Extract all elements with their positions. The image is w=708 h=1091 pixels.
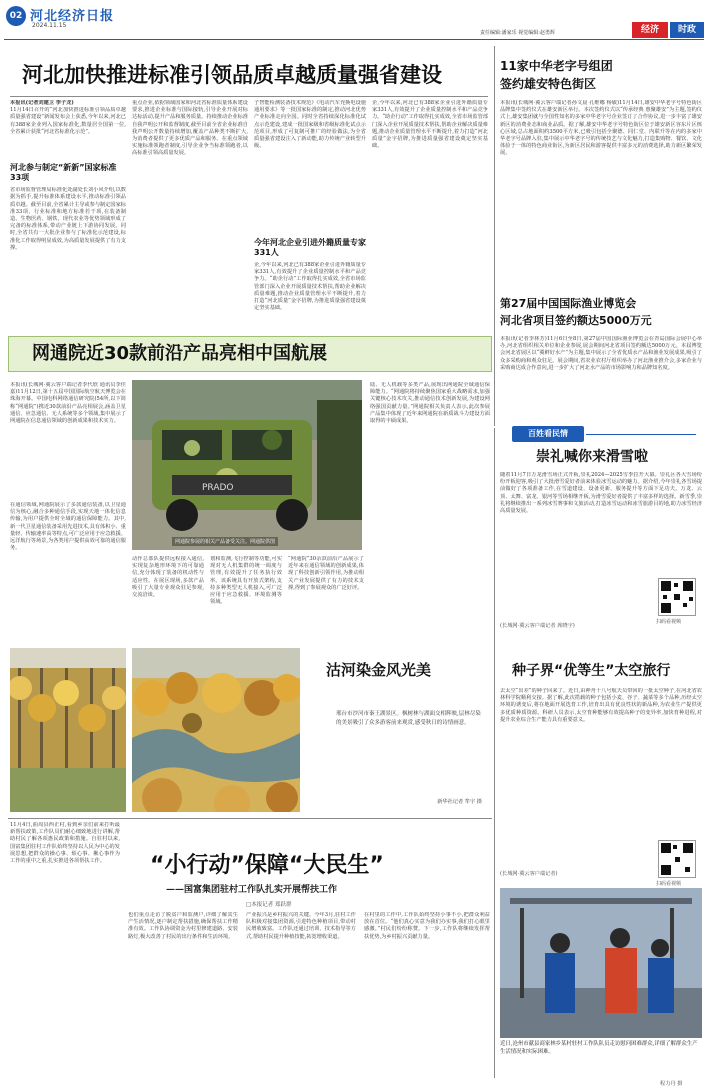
- lead-col-3: [254, 100, 366, 362]
- qr-code-icon: [659, 841, 695, 877]
- lead-dateline: 本报讯(记者刘建卫 李子龙): [10, 100, 74, 106]
- lead-subhead-2: 今年河北企业引进外籍质量专家331人: [254, 238, 366, 257]
- lead-body-3: 子智能检测装备技术规范》《电动汽车充换电设施通用要求》等一批国家标准的制定,推动河北优势产业标准走向全国。同时全省持续深化标准化试点示范建设,建成一批国家级和省级标准化试点示范项目,形成了可复制可推广的经验做法,为全省质量强省建设注入了新动能,助力传统产业转型升级。: [254, 100, 366, 150]
- bottom-col-3: 产业振兴是乡村振兴的关键。今年3月,驻村工作队积极对接集团资源,引进特色种植项目,带动村民增收致富。工作队还通过培训、技术指导等方式,帮助村民提升种植技能,拓宽增收渠道。: [246, 912, 356, 940]
- issue-date: 2024.11.15: [32, 22, 67, 29]
- banner-qr-label: 扫码看视频: [656, 619, 682, 625]
- tech-headline: 网通院近30款前沿产品亮相中国航展: [32, 343, 328, 364]
- photo-story-caption: 邢台市沙河市秦王湖景区。枫树林与湖面交相辉映,层林尽染的美景吸引了众多游客前来观赏,感受秋日的诗情画意。: [336, 711, 481, 726]
- page-number: 02: [6, 6, 26, 26]
- lead-headline: 河北加快推进标准引领品质卓越质量强省建设: [22, 63, 442, 87]
- lead-body-4: 企,今年以来,河北已有388家企业引进外籍质量专家331人,有效提升了企业质量控制水平和产品竞争力。“助企行动”工作取得扎实成效,全省市场监管部门深入企业开展质量技术帮扶,帮助企业解决质量难题,推动企业质量管理水平不断提升,着力打造“河北质量”金字招牌,为推进质量强省建设奠定坚实基础。: [372, 100, 488, 150]
- masthead: [0, 0, 708, 40]
- lead-col-4: [372, 100, 488, 362]
- lead-intro: 11月14日召开的“河北加快推进标准引领品质卓越质量强省建设”新闻发布会上获悉,今年以来,河北已有388家企业列入国家标准化,数量居全国第一位,全省累计获批“河北省标准化示范”。: [10, 107, 126, 135]
- lead-body-4a: 企,今年以来,河北已有388家企业引进外籍质量专家331人,有效提升了企业质量控制水平和产品竞争力。“助企行动”工作取得扎实成效,全省市场监管部门深入企业开展质量技术帮扶,帮助企业解决质量难题,推动企业质量管理水平不断提升,着力打造“河北质量”金字招牌,为推进质量强省建设奠定坚实基础。: [254, 262, 366, 312]
- tech-body-3: 陆、无人机载等多类产品,展现出网通院全域通信保障能力。“网通院将持续聚焦国家重大战略需求,加强关键核心技术攻关,推动通信技术创新发展,为建设网络强国贡献力量。”网通院相关负责人表示,此次参展产品集中体现了近年来网通院在新质战斗力建设方面取得的丰硕成果。: [370, 382, 490, 425]
- bottom-col-2: 也们重点走访了脱贫户和监测户,详细了解其生产生活情况,逐户制定帮扶措施,确保帮扶工作精准有效。工作队协调资金为村里修建道路、安装路灯,极大改善了村民的出行条件和生活环境。: [128, 912, 238, 940]
- space-qr-label: 扫码看视频: [656, 881, 682, 887]
- autumn-lake-image: [132, 648, 300, 812]
- editor-credits: 责任编辑:潘家乐 视觉编辑:赵勇辉: [480, 30, 555, 36]
- bottom-col-4: 在村里的工作中,工作队始终坚持小事不小,把群众利益放在首位。“他们真心实意为我们办实事,我们打心眼里感激。”村民们纷纷称赞。下一步,工作队将继续发挥帮扶优势,为乡村振兴贡献力量。: [364, 912, 490, 940]
- bottom-subheadline: ——国富集团驻村工作队扎实开展帮扶工作: [166, 885, 338, 895]
- bottom-author: □本报记者 郑跃群: [246, 902, 292, 908]
- photo-story-credit: 新华社记者 牟宇 摄: [437, 799, 482, 805]
- bottom-photo-credit: 程力丹 摄: [660, 1081, 683, 1087]
- banner-label: [506, 426, 696, 446]
- masthead-rule: [4, 39, 704, 40]
- tech-below-3: “网通院”30余款前沿产品展示了近年来在通信领域的创新成果,体现了科技创新引领作用,为推动相关产业发展提供了有力的技术支撑,得到了参展观众的广泛好评。: [288, 556, 364, 591]
- bottom-photo: [500, 888, 702, 1038]
- lead-col-1: [10, 100, 126, 362]
- military-vehicle-image: [132, 380, 362, 550]
- lead-subhead-1: 河北参与制定“新新”国家标准33项: [10, 163, 117, 183]
- bottom-col-1: 11月4日,曲周县西正村,看到乡亲们前来打听最新帮扶政策,工作队员们耐心细致地进行讲解,帮助村民了解各项惠民政策和措施。自驻村以来,国富集团驻村工作队始终坚持以人民为中心的发展思想,把群众的操心事、烦心事、揪心事作为工作的重中之重,扎实推进各项帮扶工作。: [10, 822, 120, 865]
- space-credit: (长城网·冀云客户端记者): [500, 871, 558, 877]
- side-headline-2: 签约雄安特色街区: [500, 77, 597, 91]
- fishery-headline-2: 河北省项目签约额达5000万元: [500, 314, 652, 327]
- landscape-photo: [132, 648, 300, 812]
- tech-body-1: 本报讯(长城网·冀云客户端记者李代欣 通讯员李佳嘉)11月12日,第十五届中国国际航空航天博览会在珠海开幕。中国电科网络通信研究院(54所,以下简称“网通院”)携近30款前沿产品亮相展会,涵盖卫星通信、应急通信、无人系统等多个领域,集中展示了网通院在信息通信领域的创新成果和技术实力。: [10, 382, 126, 425]
- lead-body-2: 重点企业,依据领域国家和河北省标准质量体系建设要求,推进企业标准与国际接轨,引导企业开展对标达标活动,提升产品和服务质量。持续推动企业标准自我声明公开和监督制度,截至目前全省企业标准自我声明公开数量持续增加,覆盖产品种类不断扩大,为消费者提供了更多优质产品和服务。在重点领域实施标准领跑者制度,引导企业争当标准领跑者,以高标准引领高质量发展。: [132, 100, 248, 157]
- banner-headline: 崇礼喊你来滑雪啦: [536, 449, 648, 465]
- space-headline: 种子界“优等生”太空旅行: [512, 663, 671, 679]
- lead-col-2: [132, 100, 248, 362]
- side-headline-1: 11家中华老字号组团: [500, 59, 613, 73]
- banner-rule: [586, 434, 696, 435]
- banner-body: 随着11月7日万龙滑雪场正式开板,崇礼2024—2025雪季拉开大幕。崇礼区各大雪场纷纷开板迎客,吸引了大批滑雪爱好者前来体验冰雪运动的魅力。据介绍,今年崇礼各雪场提前做好了各项准备工作,在雪道建设、设备更新、服务提升等方面下足功夫。万龙、云顶、太舞、富龙、银河等雪场相继开板,为滑雪爱好者提供了丰富多样的选择。新雪季,崇礼将继续推出一系列冰雪赛事和文旅活动,打造冰雪运动和冰雪旅游目的地,助力冰雪经济高质量发展。: [500, 472, 702, 515]
- tech-below-2: 划和监测,飞行控制等功能,可实现对无人机集群的统一调度与管理,有效提升了任务执行效率。该系统具有开放式架构,支持多种类型无人机接入,可广泛应用于应急救援、环境监测等领域。: [210, 556, 282, 606]
- bottom-rule: [8, 818, 492, 819]
- right-lower-divider: [494, 428, 495, 1078]
- fishery-body: 本报讯(记者李林芳)11月6日至8日,第27届中国国际渔业博览会在青岛国际会展中心举办,河北省组织相关单位和企业参展,展会期间河北省项目签约额达5000万元。本届博览会河北省展区以“冀鲜好水产”为主题,集中展示了全省优质水产品和渔业发展成果,吸引了众多采购商和观众驻足。展会期间,省农业农村厅组织举办了河北渔业推介会,多家企业与采购商达成合作意向,进一步扩大了河北水产品的市场影响力和品牌知名度。: [500, 336, 702, 371]
- section-label-politics: 时政: [670, 22, 704, 38]
- tech-below-1: 动作总部队提供远程接入通信,实现复杂地形环境下的可靠通信,充分体现了装备的机动性与适应性。在展区现场,多款产品吸引了大量专业观众驻足参观,交流洽谈。: [132, 556, 204, 599]
- banner-tag: 百姓看民情: [512, 426, 584, 442]
- photo-story-block: [306, 648, 492, 812]
- qr-code-icon: [659, 579, 695, 615]
- space-body: 去太空“出差”的种子回来了。近日,由神舟十八号航天员带回的一批太空种子,在河北省农林科学院顺利交接。据了解,此次搭载的种子包括小麦、谷子、蔬菜等多个品种,历经太空环境的诱变后,将在地面开展选育工作,培育出具有优良性状的新品种,为农业生产提供更多优质种质资源。科研人员表示,太空育种能够有效提高种子的变异率,加快育种进程,对提升农业综合生产能力具有重要意义。: [500, 688, 702, 723]
- space-qr: [658, 840, 696, 878]
- right-col-divider: [494, 46, 495, 426]
- side-body: 本报讯(长城网·冀云客户端记者孙文晨 孔维娜 杨敏)11月14日,雄安中华老字号特色街区品牌集中签约仪式在雄安新区举行。本次签约仪式以“传承经典 惠聚雄安”为主题,签约仪式上,雄安集团就与全国性知名的多家中华老字号企业签订了合作协议,进一步丰富了雄安新区的消费业态和商业品质。据了解,雄安中华老字号特色街区位于雄安新区容东片区核心区域,总占地面积约3500平方米,已吸引包括全聚德、同仁堂、内联升等在内的多家中华老字号品牌入驻,集中展示中华老字号的传统技艺与文化魅力,打造集购物、餐饮、文化体验于一体的特色商业街区,为新区居民和游客提供丰富多元的消费选择,助力新区繁荣发展。: [500, 100, 702, 157]
- svg-text:PRADO: PRADO: [202, 483, 234, 493]
- bottom-headline: “小行动”保障“大民生”: [150, 853, 384, 878]
- tech-photo: [132, 380, 362, 550]
- workers-image: [500, 888, 702, 1038]
- tech-col-1: [10, 382, 126, 642]
- tech-photo-caption: 网通院参展的相关产品备受关注。网通院供图: [172, 537, 278, 546]
- trees-photo: [10, 648, 126, 812]
- tech-body-2: 在通信领域,网通院展示了多款通信装备,以卫星通信为核心,融合多种通信手段,实现天地一体化信息传输,为用户提供全时全域的通信保障能力。其中,新一代卫星通信装备采用先进技术,具有体积小、重量轻、传输速率高等特点,可广泛应用于应急救援、远洋航行等场景,为各类用户提供高效可靠的通信服务。: [10, 502, 126, 552]
- section-label-economy: 经济: [632, 22, 668, 38]
- lead-body-1: 省市场监督管理局标准化处副处长刘小风介绍,以数据为抓手,提升标准体系建设水平,推动标准引领品质卓越。截至目前,全省累计主导或参与制定国家标准33项、行业标准和地方标准若干项,在装备制造、生物医药、钢铁、现代农业等优势领域形成了完备的标准体系,带动产业链上下游协同发展。同时,全省共有一大批企业参与了标准化示范建设,标准化工作取得明显成效,为高质量发展提供了有力支撑。: [10, 187, 126, 251]
- tech-col-3: [370, 382, 490, 640]
- banner-qr: [658, 578, 696, 616]
- paper-name: 河北经济日报: [30, 9, 115, 24]
- yellow-trees-image: [10, 648, 126, 812]
- banner-credit: (长城网·冀云客户端记者 席晓宇): [500, 623, 575, 629]
- lead-rule: [10, 96, 488, 97]
- photo-story-headline: 沽河染金风光美: [326, 661, 432, 679]
- fishery-headline-1: 第27届中国国际渔业博览会: [500, 297, 637, 310]
- bottom-photo-caption: 近日,沧州市献县商家林乡某村驻村工作队队员走访慰问困难群众,详细了解群众生产生活情况和实际困难。: [500, 1041, 698, 1055]
